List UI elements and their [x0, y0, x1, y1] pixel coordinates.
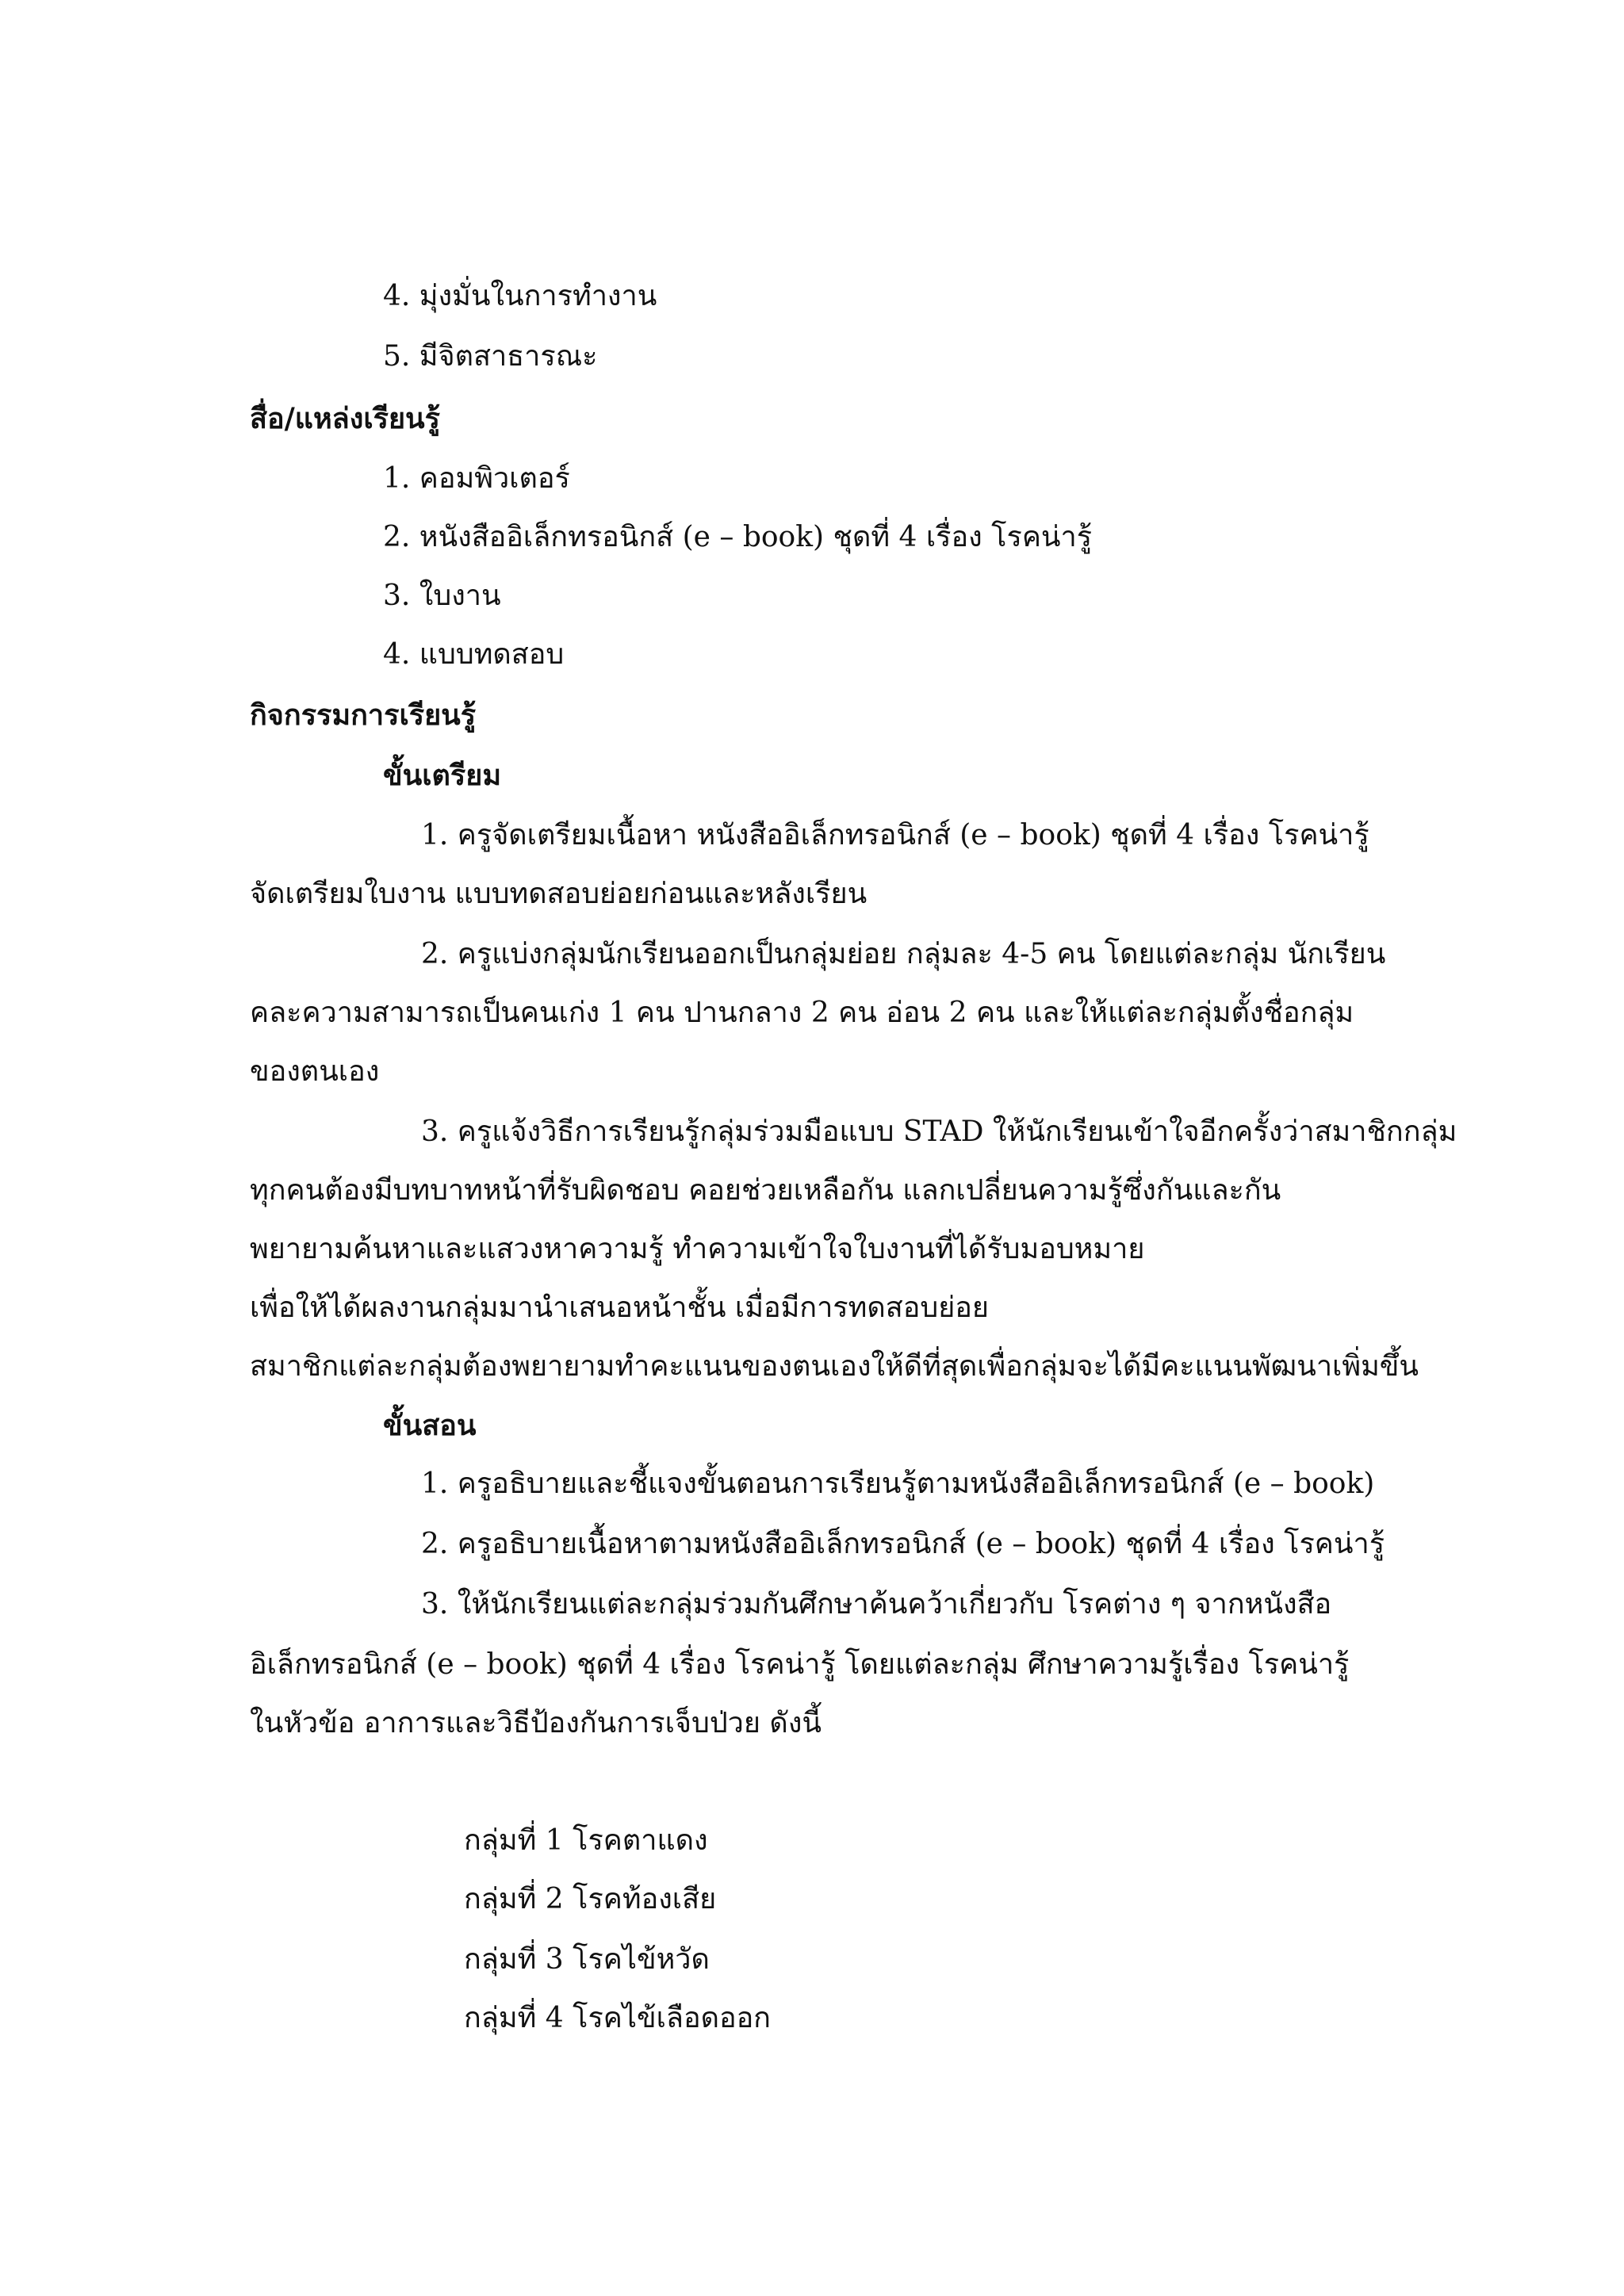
media-item-3: 3. ใบงาน — [383, 580, 501, 612]
prep-line-5: ของตนเอง — [250, 1055, 380, 1088]
prep-line-4: คละความสามารถเป็นคนเก่ง 1 คน ปานกลาง 2 คน อ่อน 2 คน และให้แต่ละกลุ่มตั้งชื่อกลุ่ม — [250, 997, 1354, 1029]
teach-heading: ขั้นสอน — [383, 1409, 477, 1442]
prep-line-1: 1. ครูจัดเตรียมเนื้อหา หนังสืออิเล็กทรอนิกส์ (e – book) ชุดที่ 4 เรื่อง โรคน่ารู้ — [421, 819, 1369, 851]
media-item-4: 4. แบบทดสอบ — [383, 638, 565, 671]
prep-line-2: จัดเตรียมใบงาน แบบทดสอบย่อยก่อนและหลังเรียน — [250, 878, 868, 910]
activities-heading: กิจกรรมการเรียนรู้ — [250, 698, 477, 732]
group-item-3: กลุ่มที่ 3 โรคไข้หวัด — [464, 1943, 710, 1976]
prep-heading: ขั้นเตรียม — [383, 759, 502, 792]
media-item-2: 2. หนังสืออิเล็กทรอนิกส์ (e – book) ชุดที่ 4 เรื่อง โรคน่ารู้ — [383, 521, 1093, 553]
prep-line-10: สมาชิกแต่ละกลุ่มต้องพยายามทำคะแนนของตนเองให้ดีที่สุดเพื่อกลุ่มจะได้มีคะแนนพัฒนาเพิ่มขึ้น — [250, 1350, 1419, 1383]
values-item-4: 4. มุ่งมั่นในการทำงาน — [383, 280, 657, 312]
media-item-1: 1. คอมพิวเตอร์ — [383, 462, 570, 495]
teach-line-3: 3. ให้นักเรียนแต่ละกลุ่มร่วมกันศึกษาค้นคว้าเกี่ยวกับ โรคต่าง ๆ จากหนังสือ — [421, 1588, 1332, 1621]
group-item-2: กลุ่มที่ 2 โรคท้องเสีย — [464, 1883, 717, 1915]
prep-line-9: เพื่อให้ได้ผลงานกลุ่มมานำเสนอหน้าชั้น เมื่อมีการทดสอบย่อย — [250, 1292, 990, 1324]
teach-line-2: 2. ครูอธิบายเนื้อหาตามหนังสืออิเล็กทรอนิกส์ (e – book) ชุดที่ 4 เรื่อง โรคน่ารู้ — [421, 1528, 1385, 1560]
group-item-4: กลุ่มที่ 4 โรคไข้เลือดออก — [464, 2002, 771, 2034]
prep-line-8: พยายามค้นหาและแสวงหาความรู้ ทำความเข้าใจใบงานที่ได้รับมอบหมาย — [250, 1233, 1145, 1265]
teach-line-4: อิเล็กทรอนิกส์ (e – book) ชุดที่ 4 เรื่อง โรคน่ารู้ โดยแต่ละกลุ่ม ศึกษาความรู้เรื่อง โรคน่ารู้ — [250, 1648, 1350, 1681]
teach-line-5: ในหัวข้อ อาการและวิธีป้องกันการเจ็บป่วย ดังนี้ — [250, 1707, 822, 1739]
prep-line-7: ทุกคนต้องมีบทบาทหน้าที่รับผิดชอบ คอยช่วยเหลือกัน แลกเปลี่ยนความรู้ซึ่งกันและกัน — [250, 1174, 1281, 1207]
values-item-5: 5. มีจิตสาธารณะ — [383, 340, 598, 373]
group-item-1: กลุ่มที่ 1 โรคตาแดง — [464, 1824, 708, 1857]
media-heading: สื่อ/แหล่งเรียนรู้ — [250, 402, 440, 435]
teach-line-1: 1. ครูอธิบายและชี้แจงขั้นตอนการเรียนรู้ตามหนังสืออิเล็กทรอนิกส์ (e – book) — [421, 1468, 1375, 1500]
prep-line-6: 3. ครูแจ้งวิธีการเรียนรู้กลุ่มร่วมมือแบบ STAD ให้นักเรียนเข้าใจอีกครั้งว่าสมาชิกกลุ่ม — [421, 1115, 1457, 1148]
prep-line-3: 2. ครูแบ่งกลุ่มนักเรียนออกเป็นกลุ่มย่อย กลุ่มละ 4-5 คน โดยแต่ละกลุ่ม นักเรียน — [421, 938, 1386, 970]
